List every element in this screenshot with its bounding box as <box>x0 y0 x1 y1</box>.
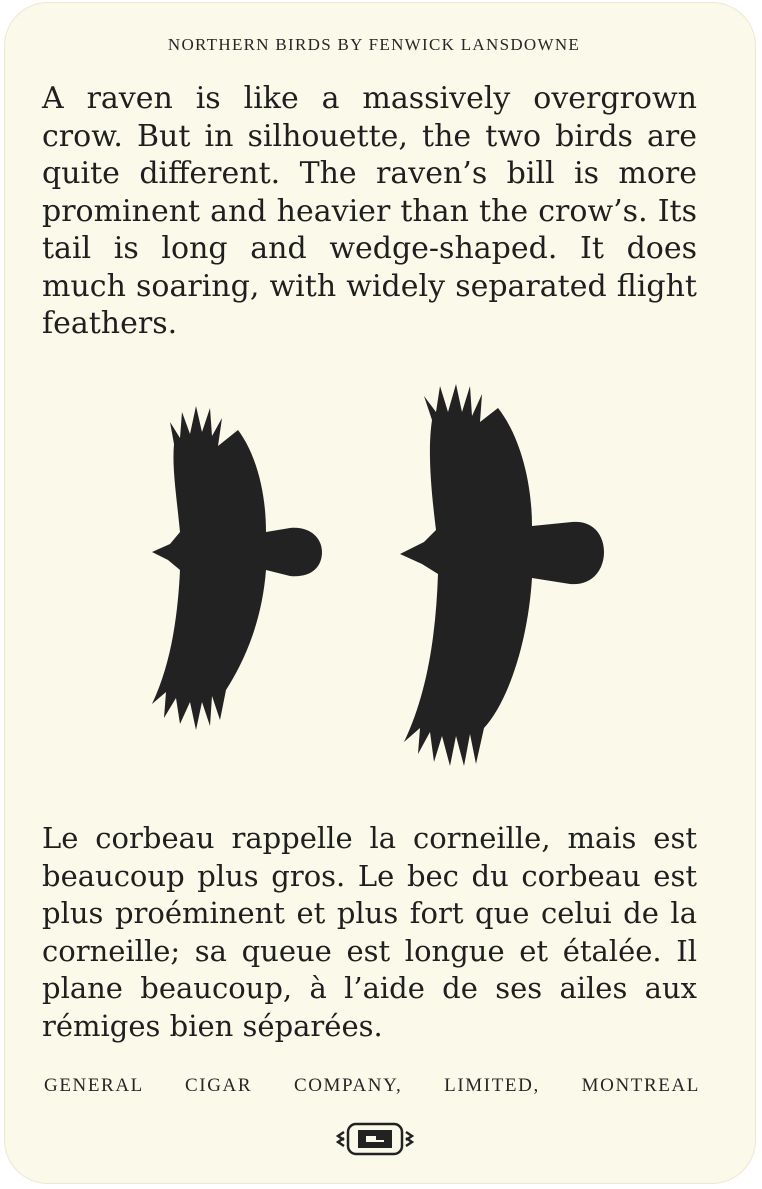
general-cigar-logo-icon <box>336 1114 414 1164</box>
trading-card <box>4 2 756 1184</box>
crow-silhouette <box>152 406 322 730</box>
bird-silhouettes <box>4 372 762 782</box>
publisher-footer: GENERAL CIGAR COMPANY, LIMITED, MONTREAL <box>44 1075 700 1096</box>
french-description: Le corbeau rappelle la corneille, mais est beaucoup plus gros. Le bec du corbeau est plus proéminent et plus fort que celui de la corneille; sa queue est longue et étalée. Il plane beaucoup, à l’aide de ses ailes aux rémiges bien séparées. <box>42 821 697 1043</box>
card-header: NORTHERN BIRDS BY FENWICK LANSDOWNE <box>167 35 581 54</box>
raven-silhouette <box>400 384 604 766</box>
english-description: A raven is like a massively overgrown crow. But in silhouette, the two birds are quite different. The raven’s bill is more prominent and heavier than the crow’s. Its tail is long and wedge-shaped. It does much soaring, with widely separated flight feathers. <box>42 81 697 341</box>
